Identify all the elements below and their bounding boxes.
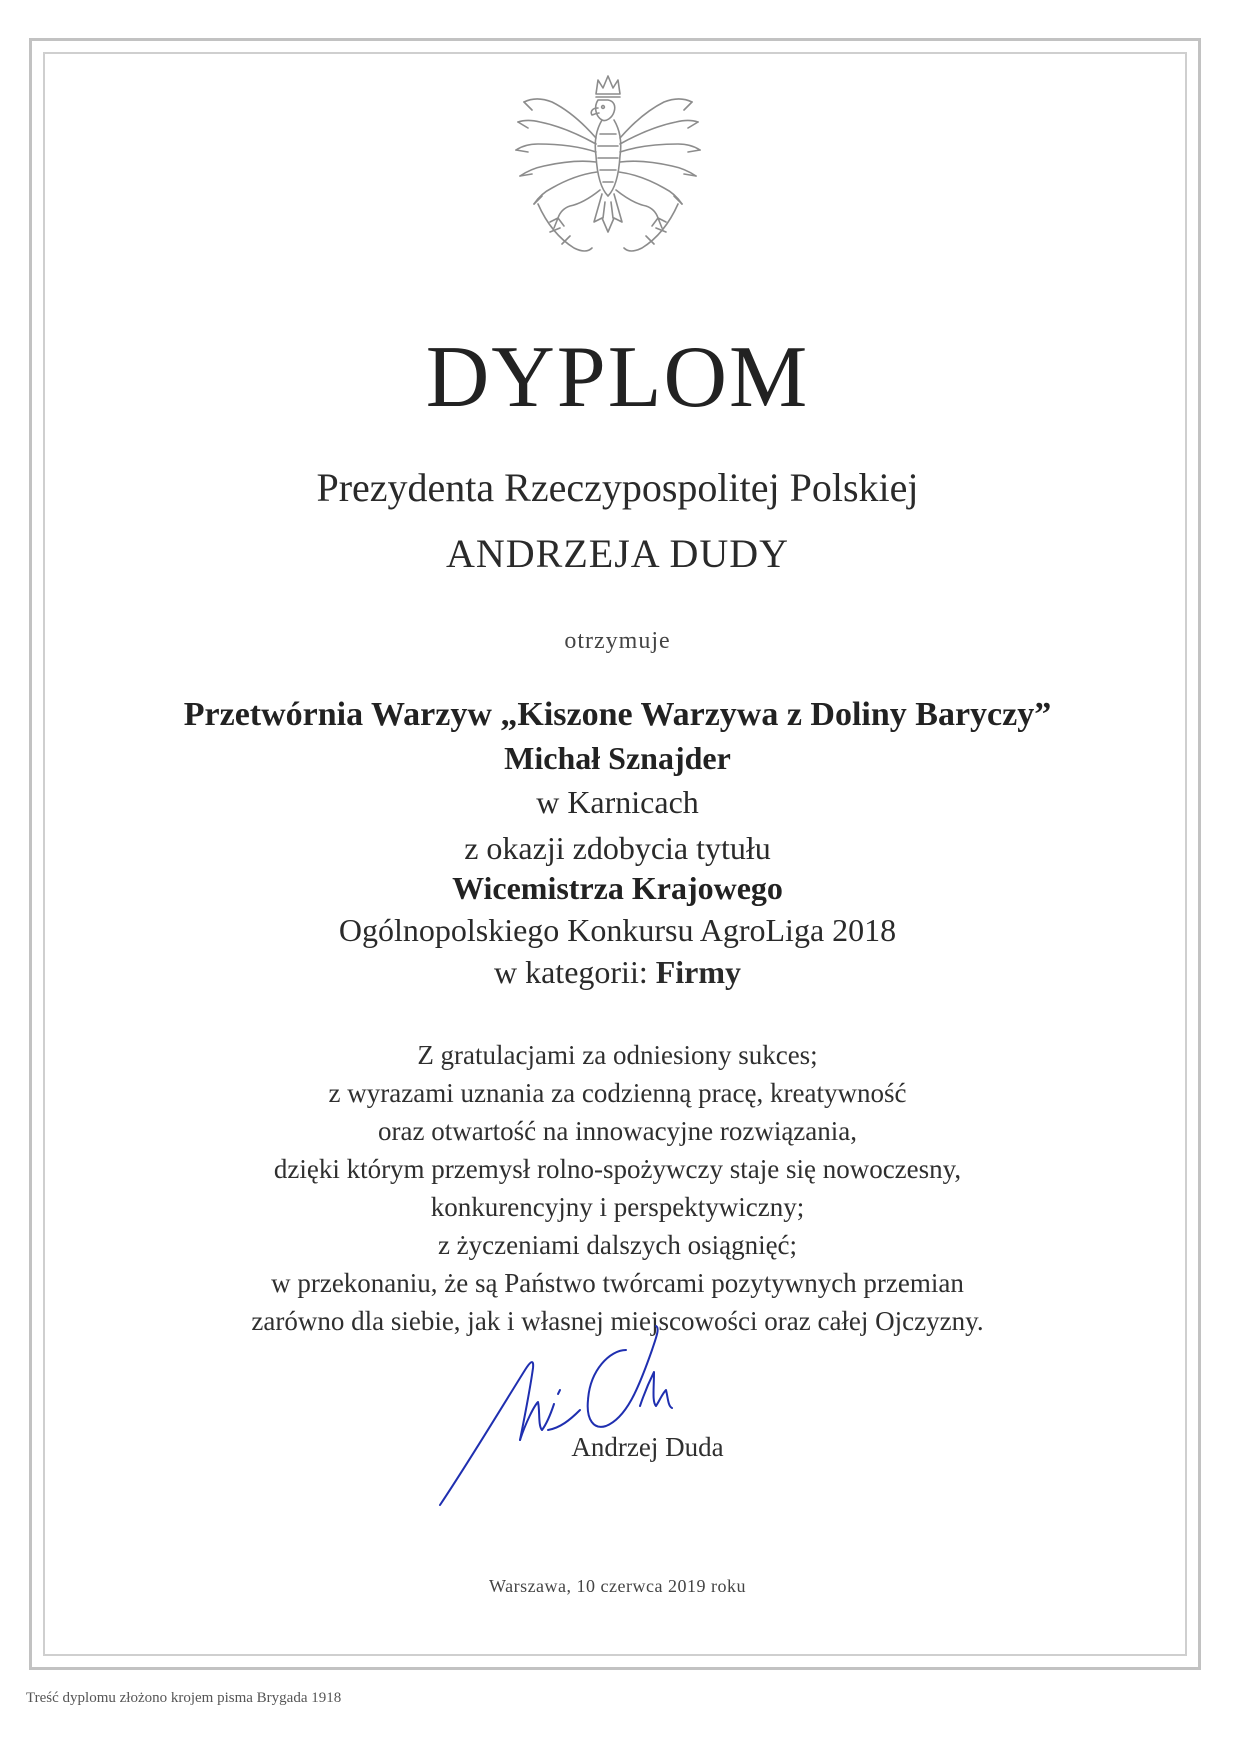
category-line <box>0 954 1235 991</box>
contest-name: Ogólnopolskiego Konkursu AgroLiga 2018 <box>338 912 897 948</box>
category-name: Firmy <box>655 954 742 990</box>
receives-label: otrzymuje <box>564 628 671 654</box>
place-and-date: Warszawa, 10 czerwca 2019 roku <box>489 1576 746 1596</box>
recipient-location: w Karnicach <box>536 784 699 820</box>
diploma-title: DYPLOM <box>425 329 810 426</box>
award-title: Wicemistrza Krajowego <box>452 870 783 906</box>
wishes-line: Z gratulacjami za odniesiony sukces; <box>417 1040 818 1070</box>
wishes-line: w przekonaniu, że są Państwo twórcami pozytywnych przemian <box>271 1268 964 1298</box>
wishes-line: zarówno dla siebie, jak i własnej miejscowości oraz całej Ojczyzny. <box>251 1306 984 1336</box>
white-eagle-emblem-icon <box>502 72 714 277</box>
wishes-paragraph <box>0 1036 1235 1340</box>
issuer-title: Prezydenta Rzeczypospolitej Polskiej <box>316 465 919 510</box>
recipient-person: Michał Sznajder <box>504 740 731 776</box>
occasion-text: z okazji zdobycia tytułu <box>464 830 771 866</box>
wishes-line: konkurencyjny i perspektywiczny; <box>430 1192 805 1222</box>
category-prefix: w kategorii: <box>493 954 648 990</box>
wishes-line: z życzeniami dalszych osiągnięć; <box>437 1230 798 1260</box>
issuer-name: ANDRZEJA DUDY <box>446 531 789 576</box>
handwritten-signature <box>430 1310 730 1510</box>
signatory-name: Andrzej Duda <box>571 1432 724 1462</box>
typeface-footnote: Treść dyplomu złożono krojem pisma Brygada 1918 <box>26 1690 342 1706</box>
wishes-line: z wyrazami uznania za codzienną pracę, kreatywność <box>328 1078 907 1108</box>
wishes-line: oraz otwartość na innowacyjne rozwiązania, <box>377 1116 858 1146</box>
recipient-company: Przetwórnia Warzyw „Kiszone Warzywa z Doliny Baryczy” <box>183 696 1052 733</box>
wishes-line: dzięki którym przemysł rolno-spożywczy staje się nowoczesny, <box>273 1154 962 1184</box>
